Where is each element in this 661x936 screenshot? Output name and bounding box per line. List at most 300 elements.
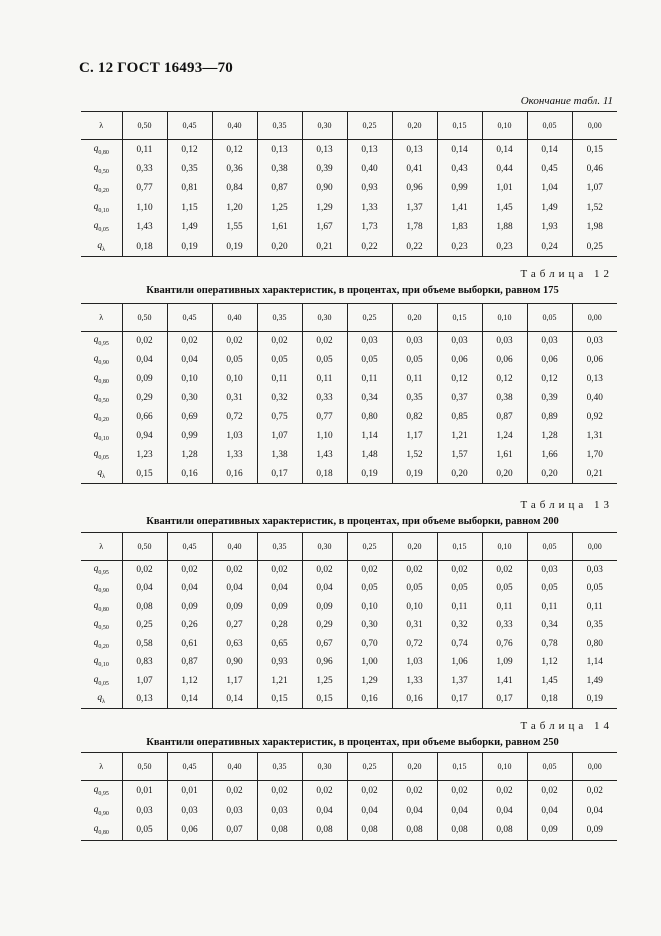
table-cell: 0,04	[482, 801, 527, 821]
table-row	[81, 389, 617, 408]
lambda-value: 0,25	[347, 304, 392, 332]
table-cell: 0,13	[572, 370, 617, 389]
table-cell: 1,03	[212, 427, 257, 446]
quantile-subscript: 0,10	[98, 662, 109, 669]
table-cell: 0,26	[167, 616, 212, 635]
table-row	[81, 198, 617, 218]
table-cell: 0,03	[167, 801, 212, 821]
table-cell: 0,03	[482, 332, 527, 351]
table-cell: 0,11	[257, 370, 302, 389]
lambda-value: 0,30	[302, 304, 347, 332]
table-cell: 1,43	[122, 218, 167, 238]
table-cell: 0,02	[482, 561, 527, 580]
table-cell: 0,05	[347, 351, 392, 370]
table-cell: 0,04	[212, 579, 257, 598]
table-cell: 0,05	[527, 579, 572, 598]
table-row	[81, 465, 617, 484]
table-cell: 0,03	[122, 801, 167, 821]
row-label	[81, 198, 122, 218]
table-row	[81, 561, 617, 580]
table-cell: 0,20	[482, 465, 527, 484]
table-cell: 0,32	[257, 389, 302, 408]
table-cell: 0,11	[122, 140, 167, 160]
table-row	[81, 446, 617, 465]
table-cell: 0,02	[437, 561, 482, 580]
table-row	[81, 218, 617, 238]
table-cell: 0,19	[347, 465, 392, 484]
table-cell: 0,06	[527, 351, 572, 370]
table-12-caption: Таблица 12	[520, 268, 613, 280]
table-cell: 1,49	[167, 218, 212, 238]
row-label	[81, 616, 122, 635]
table-cell: 0,04	[167, 351, 212, 370]
table-cell: 0,02	[257, 332, 302, 351]
table-cell: 0,33	[302, 389, 347, 408]
table-cell: 0,02	[302, 561, 347, 580]
table-row	[81, 598, 617, 617]
table-cell: 1,41	[482, 672, 527, 691]
table-cell: 1,24	[482, 427, 527, 446]
table-cell: 0,03	[392, 332, 437, 351]
quantile-subscript: 0,80	[98, 830, 109, 837]
table-cell: 1,88	[482, 218, 527, 238]
header-row	[81, 753, 617, 781]
table-cell: 1,66	[527, 446, 572, 465]
quantile-symbol: q	[97, 467, 103, 478]
table-cell: 0,45	[527, 159, 572, 179]
table-cell: 0,70	[347, 635, 392, 654]
table-cell: 0,02	[347, 561, 392, 580]
row-label	[81, 218, 122, 238]
table-12	[81, 303, 617, 484]
table-cell: 1,43	[302, 446, 347, 465]
table-cell: 0,13	[302, 140, 347, 160]
table-cell: 1,48	[347, 446, 392, 465]
quantile-subscript: 0,50	[98, 625, 109, 632]
table-cell: 0,31	[212, 389, 257, 408]
table-cell: 0,05	[482, 579, 527, 598]
quantile-symbol: q	[93, 804, 99, 815]
table-cell: 0,05	[392, 579, 437, 598]
row-label	[81, 598, 122, 617]
table-cell: 1,37	[437, 672, 482, 691]
row-label	[81, 179, 122, 199]
table-cell: 0,75	[257, 408, 302, 427]
row-label	[81, 635, 122, 654]
table-cell: 0,35	[392, 389, 437, 408]
row-label	[81, 801, 122, 821]
table-row	[81, 801, 617, 821]
table-cell: 0,09	[167, 598, 212, 617]
table-cell: 0,82	[392, 408, 437, 427]
table-cell: 0,87	[257, 179, 302, 199]
table-cell: 0,18	[122, 237, 167, 257]
table-cell: 1,25	[302, 672, 347, 691]
quantile-symbol: q	[93, 354, 99, 365]
row-label	[81, 370, 122, 389]
row-label	[81, 690, 122, 709]
table-cell: 0,04	[437, 801, 482, 821]
table-14-title: Квантили оперативных характеристик, в процентах, при объеме выборки, равном 250	[146, 737, 559, 748]
table-cell: 1,33	[392, 672, 437, 691]
table-cell: 0,63	[212, 635, 257, 654]
table-cell: 0,02	[347, 781, 392, 801]
table-cell: 0,04	[302, 579, 347, 598]
table-cell: 0,10	[212, 370, 257, 389]
table-cell: 0,02	[212, 332, 257, 351]
table-13-title: Квантили оперативных характеристик, в процентах, при объеме выборки, равном 200	[146, 516, 559, 527]
table-cell: 0,05	[572, 579, 617, 598]
table-cell: 0,21	[572, 465, 617, 484]
lambda-value: 0,10	[482, 533, 527, 561]
page-header: С. 12 ГОСТ 16493—70	[79, 60, 233, 76]
table-cell: 0,13	[347, 140, 392, 160]
table-cell: 0,09	[257, 598, 302, 617]
table-cell: 1,38	[257, 446, 302, 465]
header-row	[81, 112, 617, 140]
lambda-value: 0,50	[122, 533, 167, 561]
table-cell: 0,10	[392, 598, 437, 617]
table-cell: 0,20	[257, 237, 302, 257]
table-cell: 0,11	[482, 598, 527, 617]
quantile-symbol: q	[93, 143, 99, 154]
lambda-value: 0,30	[302, 533, 347, 561]
table-cell: 0,04	[122, 351, 167, 370]
table-cell: 0,03	[257, 801, 302, 821]
table-cell: 1,25	[257, 198, 302, 218]
table-13	[81, 532, 617, 709]
lambda-value: 0,15	[437, 753, 482, 781]
quantile-symbol: q	[93, 182, 99, 193]
table-cell: 0,90	[302, 179, 347, 199]
table-cell: 0,33	[482, 616, 527, 635]
table-cell: 0,35	[167, 159, 212, 179]
table-cell: 0,02	[572, 781, 617, 801]
table-cell: 0,16	[347, 690, 392, 709]
table-cell: 0,07	[212, 821, 257, 841]
table-cell: 1,00	[347, 653, 392, 672]
table-cell: 0,13	[257, 140, 302, 160]
table-cell: 0,04	[302, 801, 347, 821]
lambda-value: 0,35	[257, 753, 302, 781]
lambda-value: 0,00	[572, 304, 617, 332]
table-cell: 1,07	[257, 427, 302, 446]
table-cell: 1,98	[572, 218, 617, 238]
lambda-value: 0,25	[347, 533, 392, 561]
quantile-subscript: 0,50	[98, 397, 109, 404]
quantile-subscript: 0,95	[98, 569, 109, 576]
table-cell: 0,65	[257, 635, 302, 654]
table-cell: 0,02	[122, 561, 167, 580]
lambda-value: 0,20	[392, 533, 437, 561]
table-cell: 0,36	[212, 159, 257, 179]
table-cell: 0,77	[122, 179, 167, 199]
table-row	[81, 159, 617, 179]
quantile-symbol: q	[93, 201, 99, 212]
table-cell: 0,02	[437, 781, 482, 801]
table-cell: 0,06	[437, 351, 482, 370]
quantile-subscript: 0,10	[98, 435, 109, 442]
table-cell: 1,61	[257, 218, 302, 238]
table-cell: 0,16	[167, 465, 212, 484]
table-cell: 1,37	[392, 198, 437, 218]
table-cell: 0,22	[392, 237, 437, 257]
table-row	[81, 579, 617, 598]
table-cell: 1,09	[482, 653, 527, 672]
table-cell: 0,66	[122, 408, 167, 427]
quantile-subscript: 0,90	[98, 359, 109, 366]
table-cell: 0,33	[122, 159, 167, 179]
quantile-symbol: q	[93, 373, 99, 384]
table-cell: 0,24	[527, 237, 572, 257]
table-cell: 0,03	[572, 561, 617, 580]
quantile-subscript: 0,20	[98, 416, 109, 423]
table-cell: 1,04	[527, 179, 572, 199]
lambda-value: 0,10	[482, 304, 527, 332]
table-cell: 1,52	[572, 198, 617, 218]
table-cell: 0,04	[392, 801, 437, 821]
table-cell: 0,27	[212, 616, 257, 635]
table-cell: 0,08	[257, 821, 302, 841]
table-cell: 1,15	[167, 198, 212, 218]
table-cell: 0,06	[482, 351, 527, 370]
table-cell: 0,02	[392, 781, 437, 801]
lambda-value: 0,00	[572, 533, 617, 561]
table-cell: 0,08	[392, 821, 437, 841]
table-cell: 1,28	[167, 446, 212, 465]
row-label	[81, 408, 122, 427]
header-row	[81, 304, 617, 332]
lambda-header: λ	[81, 753, 122, 781]
table-cell: 0,11	[302, 370, 347, 389]
table-row	[81, 351, 617, 370]
table-cell: 1,10	[302, 427, 347, 446]
table-cell: 1,10	[122, 198, 167, 218]
table-row	[81, 672, 617, 691]
quantile-symbol: q	[93, 221, 99, 232]
table-cell: 1,29	[302, 198, 347, 218]
table-cell: 1,03	[392, 653, 437, 672]
table-cell: 0,41	[392, 159, 437, 179]
table-cell: 0,76	[482, 635, 527, 654]
table-cell: 0,04	[167, 579, 212, 598]
table-cell: 0,09	[572, 821, 617, 841]
table-row	[81, 427, 617, 446]
table-cell: 0,01	[122, 781, 167, 801]
table-cell: 0,18	[302, 465, 347, 484]
table-cell: 1,33	[347, 198, 392, 218]
table-cell: 0,02	[302, 332, 347, 351]
lambda-value: 0,40	[212, 304, 257, 332]
table-cell: 1,83	[437, 218, 482, 238]
table-11-end	[81, 111, 617, 257]
table-row	[81, 821, 617, 841]
table-13-caption: Таблица 13	[520, 499, 613, 511]
table-cell: 0,25	[572, 237, 617, 257]
table-cell: 0,10	[347, 598, 392, 617]
table-cell: 0,12	[482, 370, 527, 389]
table-cell: 0,23	[482, 237, 527, 257]
table-row	[81, 332, 617, 351]
table-cell: 0,90	[212, 653, 257, 672]
table-cell: 0,05	[122, 821, 167, 841]
table-row	[81, 179, 617, 199]
row-label	[81, 427, 122, 446]
table-cell: 0,19	[392, 465, 437, 484]
table-row	[81, 408, 617, 427]
quantile-subscript: 0,80	[98, 378, 109, 385]
quantile-subscript: 0,05	[98, 454, 109, 461]
table-cell: 0,02	[257, 781, 302, 801]
table-cell: 0,44	[482, 159, 527, 179]
row-label	[81, 351, 122, 370]
lambda-value: 0,00	[572, 112, 617, 140]
table-cell: 0,04	[572, 801, 617, 821]
table-cell: 0,30	[167, 389, 212, 408]
quantile-subscript: 0,80	[98, 149, 109, 156]
lambda-value: 0,05	[527, 753, 572, 781]
table-cell: 1,29	[347, 672, 392, 691]
continuation-note: Окончание табл. 11	[520, 95, 613, 107]
table-cell: 1,45	[482, 198, 527, 218]
table-cell: 0,06	[572, 351, 617, 370]
table-cell: 0,08	[347, 821, 392, 841]
table-cell: 0,04	[122, 579, 167, 598]
lambda-value: 0,10	[482, 753, 527, 781]
table-14-caption: Таблица 14	[520, 720, 613, 732]
table-cell: 0,03	[527, 561, 572, 580]
table-cell: 0,20	[437, 465, 482, 484]
table-cell: 0,67	[302, 635, 347, 654]
table-cell: 0,72	[212, 408, 257, 427]
table-cell: 1,12	[527, 653, 572, 672]
quantile-subscript: λ	[102, 246, 106, 253]
table-cell: 0,09	[527, 821, 572, 841]
table-cell: 1,67	[302, 218, 347, 238]
table-cell: 0,16	[392, 690, 437, 709]
lambda-value: 0,05	[527, 533, 572, 561]
table-cell: 0,14	[437, 140, 482, 160]
table-cell: 0,39	[527, 389, 572, 408]
table-cell: 0,85	[437, 408, 482, 427]
table-cell: 1,07	[122, 672, 167, 691]
lambda-value: 0,45	[167, 753, 212, 781]
table-cell: 1,55	[212, 218, 257, 238]
table-cell: 1,07	[572, 179, 617, 199]
table-cell: 1,23	[122, 446, 167, 465]
table-cell: 0,14	[527, 140, 572, 160]
table-row	[81, 140, 617, 160]
quantile-symbol: q	[93, 582, 99, 593]
table-cell: 0,19	[212, 237, 257, 257]
table-cell: 1,45	[527, 672, 572, 691]
table-cell: 1,20	[212, 198, 257, 218]
quantile-subscript: 0,20	[98, 188, 109, 195]
table-cell: 0,14	[482, 140, 527, 160]
lambda-value: 0,50	[122, 753, 167, 781]
table-row	[81, 237, 617, 257]
quantile-symbol: q	[93, 564, 99, 575]
row-label	[81, 561, 122, 580]
table-cell: 1,78	[392, 218, 437, 238]
lambda-value: 0,00	[572, 753, 617, 781]
table-cell: 0,18	[527, 690, 572, 709]
table-cell: 0,84	[212, 179, 257, 199]
table-cell: 0,02	[167, 332, 212, 351]
table-cell: 1,52	[392, 446, 437, 465]
row-label	[81, 332, 122, 351]
quantile-symbol: q	[93, 674, 99, 685]
row-label	[81, 653, 122, 672]
lambda-value: 0,30	[302, 753, 347, 781]
table-cell: 0,02	[482, 781, 527, 801]
table-cell: 0,32	[437, 616, 482, 635]
table-cell: 1,21	[437, 427, 482, 446]
table-cell: 0,08	[437, 821, 482, 841]
quantile-subscript: 0,05	[98, 680, 109, 687]
table-cell: 0,05	[347, 579, 392, 598]
header-row	[81, 533, 617, 561]
table-cell: 0,30	[347, 616, 392, 635]
table-cell: 0,31	[392, 616, 437, 635]
table-14	[81, 752, 617, 841]
table-cell: 1,31	[572, 427, 617, 446]
table-cell: 0,96	[302, 653, 347, 672]
quantile-subscript: 0,10	[98, 207, 109, 214]
table-cell: 0,03	[437, 332, 482, 351]
table-cell: 1,01	[482, 179, 527, 199]
table-cell: 1,21	[257, 672, 302, 691]
lambda-value: 0,20	[392, 304, 437, 332]
table-cell: 0,12	[527, 370, 572, 389]
table-cell: 0,28	[257, 616, 302, 635]
table-cell: 0,35	[572, 616, 617, 635]
lambda-value: 0,40	[212, 112, 257, 140]
table-cell: 0,02	[302, 781, 347, 801]
table-cell: 0,93	[257, 653, 302, 672]
lambda-value: 0,05	[527, 112, 572, 140]
table-cell: 0,05	[302, 351, 347, 370]
lambda-value: 0,25	[347, 753, 392, 781]
table-cell: 0,04	[257, 579, 302, 598]
lambda-value: 0,10	[482, 112, 527, 140]
table-cell: 0,05	[257, 351, 302, 370]
table-cell: 0,77	[302, 408, 347, 427]
table-cell: 0,13	[392, 140, 437, 160]
table-cell: 0,02	[212, 561, 257, 580]
row-label	[81, 140, 122, 160]
table-cell: 0,11	[347, 370, 392, 389]
table-cell: 0,12	[167, 140, 212, 160]
table-row	[81, 690, 617, 709]
table-cell: 1,57	[437, 446, 482, 465]
table-cell: 0,03	[527, 332, 572, 351]
table-cell: 0,11	[527, 598, 572, 617]
table-cell: 0,08	[482, 821, 527, 841]
table-cell: 0,25	[122, 616, 167, 635]
row-label	[81, 672, 122, 691]
lambda-value: 0,50	[122, 304, 167, 332]
table-cell: 0,02	[212, 781, 257, 801]
table-cell: 0,03	[347, 332, 392, 351]
table-cell: 0,05	[212, 351, 257, 370]
table-cell: 0,12	[212, 140, 257, 160]
lambda-header: λ	[81, 533, 122, 561]
table-cell: 0,09	[122, 370, 167, 389]
table-cell: 0,02	[527, 781, 572, 801]
table-cell: 0,23	[437, 237, 482, 257]
row-label	[81, 446, 122, 465]
